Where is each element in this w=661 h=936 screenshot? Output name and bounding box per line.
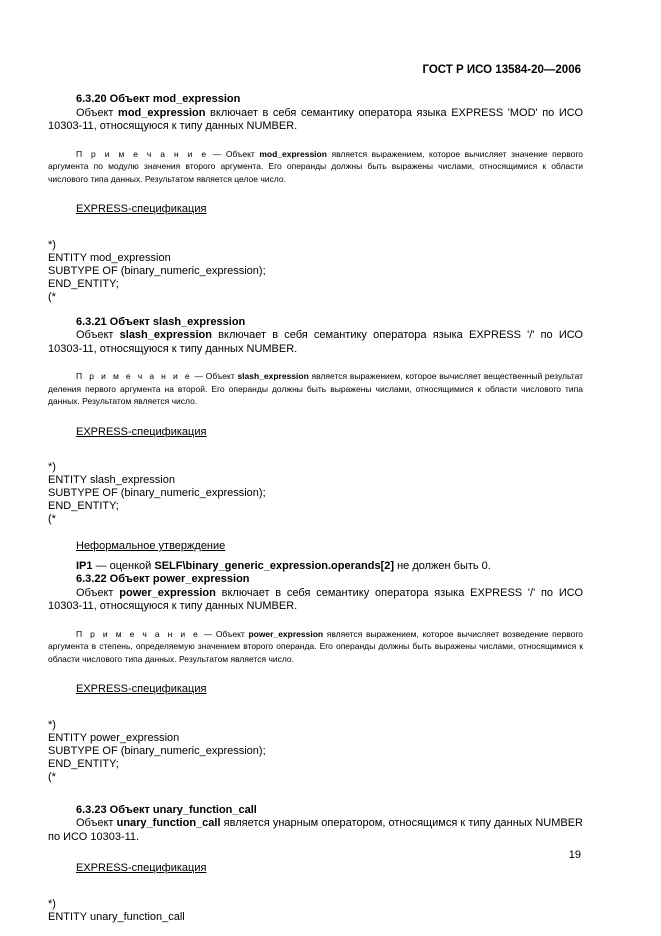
informal-proposition-rule: IP1 — оценкой SELF\binary_generic_expression.operands[2] не должен быть 0.: [76, 559, 491, 572]
section-mod-expression: [48, 93, 583, 304]
section-title: 6.3.22 Объект power_expression: [76, 573, 250, 585]
section-power-expression: [48, 573, 583, 784]
page-number: 19: [568, 849, 581, 861]
express-spec-heading: EXPRESS-спецификация: [76, 203, 207, 215]
section-description: Объект power_expression включает в себя семантику оператора языка EXPRESS '/' по ИСО 10303-11, относящуюся к типу данных NUMBER.: [48, 586, 584, 612]
section-title: 6.3.20 Объект mod_expression: [76, 93, 241, 105]
section-description: Объект unary_function_call является унарным оператором, относящимся к типу данных NUMBER по ИСО 10303-11.: [48, 817, 583, 843]
section-title: 6.3.21 Объект slash_expression: [76, 315, 246, 328]
express-code-block: *) ENTITY power_expression SUBTYPE OF (binary_numeric_expression); END_ENTITY; (*: [48, 718, 266, 783]
spacer: [48, 304, 583, 316]
section-description: Объект slash_expression включает в себя семантику оператора языка EXPRESS '/' по ИСО 10303-11, относящуюся к типу данных NUMBER.: [48, 329, 583, 355]
express-code-block: *) ENTITY slash_expression SUBTYPE OF (binary_numeric_expression); END_ENTITY; (*: [48, 461, 266, 525]
section-note: П р и м е ч а н и е — Объект power_expression является выражением, которое вычисляет возведение первого аргумента в степень, определяемую значением второго операнда. Его операнды должны быть выражены числами, относящимися к области числового типа данных. Результатом является число.: [48, 628, 583, 664]
express-code-block: *) ENTITY unary_function_call: [48, 897, 185, 923]
section-note: П р и м е ч а н и е — Объект slash_expression является выражением, которое вычисляет вещественный результат деления первого аргумента на второй. Его операнды должны быть выражены числами, относящимися к области числового типа данных. Результатом является число.: [48, 371, 584, 406]
section-note: П р и м е ч а н и е — Объект mod_expression является выражением, которое вычисляет значение первого аргумента по модулю значения второго аргумента. Его операнды должны быть выражены числами, относящимися к области числового типа данных. Результатом является целое число.: [48, 148, 583, 184]
section-slash-expression: [48, 316, 583, 574]
section-title: 6.3.23 Объект unary_function_call: [76, 803, 257, 816]
express-spec-heading: EXPRESS-спецификация: [76, 683, 207, 695]
informal-proposition-heading: Неформальное утверждение: [76, 540, 226, 552]
express-code-block: *) ENTITY mod_expression SUBTYPE OF (binary_numeric_expression); END_ENTITY; (*: [48, 238, 266, 303]
spacer: [48, 784, 583, 804]
page-content: [48, 93, 583, 924]
section-unary-function-call: [48, 804, 583, 924]
section-description: Объект mod_expression включает в себя семантику оператора языка EXPRESS 'MOD' по ИСО 10303-11, относящуюся к типу данных NUMBER.: [48, 106, 584, 132]
document-id-header: ГОСТ Р ИСО 13584-20—2006: [422, 64, 581, 76]
express-spec-heading: EXPRESS-спецификация: [76, 425, 207, 438]
express-spec-heading: EXPRESS-спецификация: [76, 862, 207, 874]
